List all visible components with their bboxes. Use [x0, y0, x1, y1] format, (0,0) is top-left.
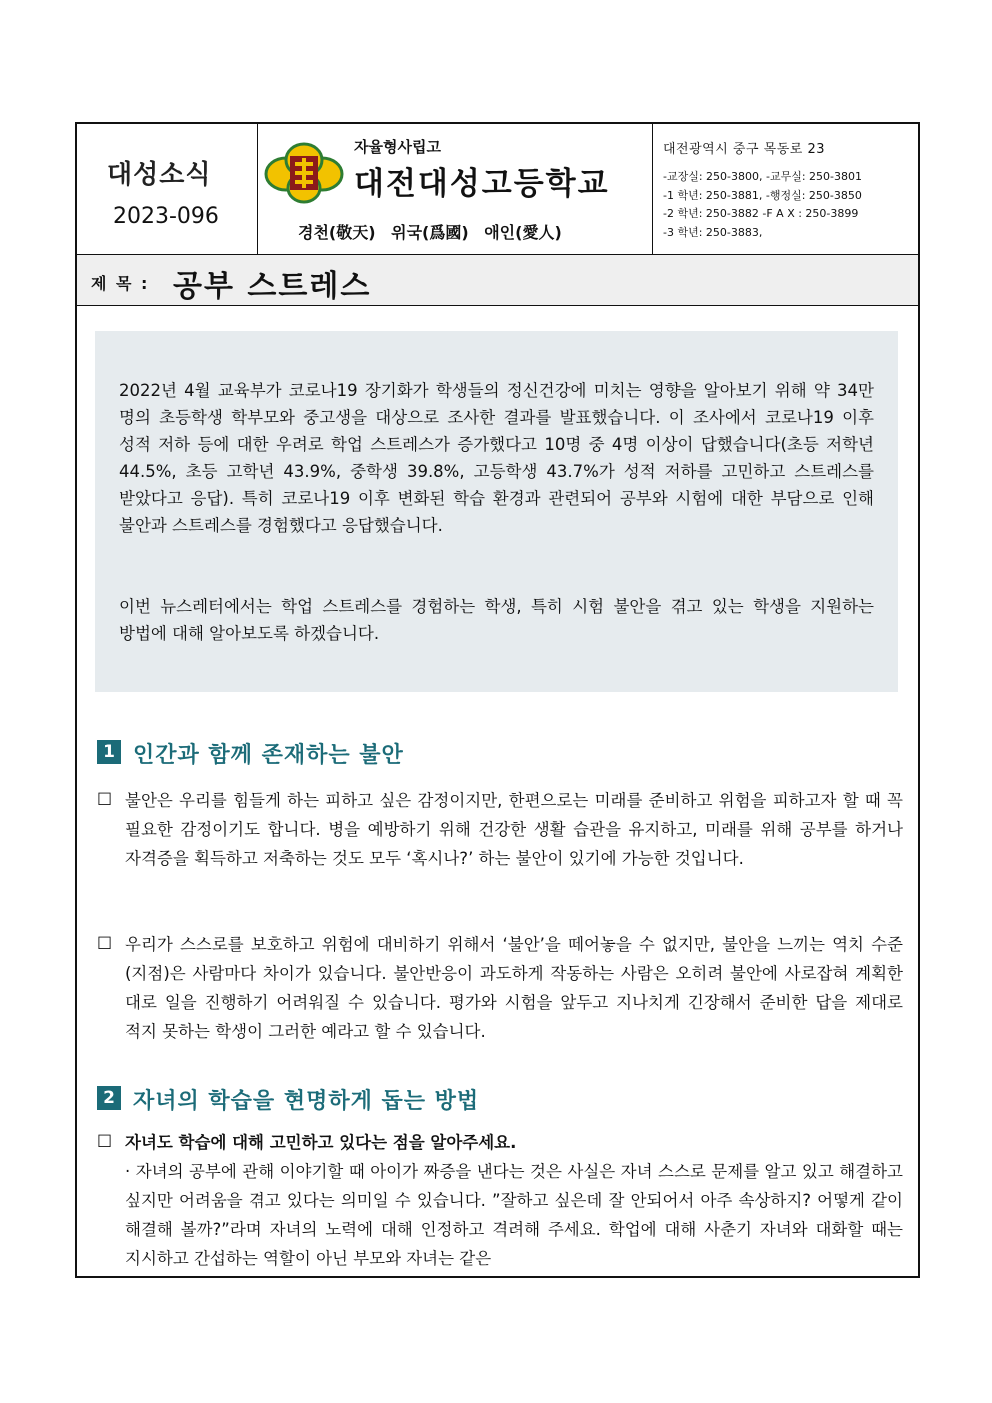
contact-cell [653, 124, 918, 254]
intro-paragraph: 이번 뉴스레터에서는 학업 스트레스를 경험하는 학생, 특히 시험 불안을 겪고 있는 학생을 지원하는 방법에 대해 알아보도록 하겠습니다. [119, 597, 874, 643]
list-item [97, 1128, 903, 1273]
section-number-badge: 2 [97, 1086, 121, 1110]
school-cell [258, 124, 653, 254]
school-logo-icon [264, 138, 344, 206]
item-text: 우리가 스스로를 보호하고 위험에 대비하기 위해서 ‘불안’을 떼어놓을 수 없지만, 불안을 느끼는 역치 수준(지점)은 사람마다 차이가 있습니다. 불안반응이 과도하게 작동하는 사람은 오히려 불안에 사로잡혀 계획한 대로 일을 진행하기 어려워질 수 있습니다. 평가와 시험을 앞두고 지나치게 긴장해서 준비한 답을 제대로 적지 못하는 학생이 그러한 예라고 할 수 있습니다. [125, 935, 903, 1041]
item-text: · 자녀의 공부에 관해 이야기할 때 아이가 짜증을 낸다는 것은 사실은 자녀 스스로 문제를 알고 있고 해결하고 싶지만 어려움을 겪고 있다는 의미일 수 있습니다. ”잘하고 싶은데 잘 안되어서 아주 속상하지? 어떻게 같이 해결해 볼까?”라며 자녀의 노력에 대해 인정하고 격려해 주세요. 학업에 대해 사춘기 자녀와 대화할 때는 지시하고 간섭하는 역할이 아닌 부모와 자녀는 같은 [125, 1162, 903, 1268]
title-bar [77, 254, 918, 306]
header [77, 124, 918, 254]
school-motto: 경천(敬天) 위국(爲國) 애인(愛人) [298, 223, 562, 242]
section-number-badge: 1 [97, 740, 121, 764]
school-address: 대전광역시 중구 목동로 23 [663, 142, 826, 157]
phone-line: -1 학년: 250-3881, -행정실: 250-3850 [663, 188, 862, 202]
item-text: 불안은 우리를 힘들게 하는 피하고 싶은 감정이지만, 한편으로는 미래를 준비하고 위험을 피하고자 할 때 꼭 필요한 감정이기도 합니다. 병을 예방하기 위해 건강한 생활 습관을 유지하고, 미래를 위해 공부를 하거나 자격증을 획득하고 저축하는 것도 모두 ‘혹시나?’ 하는 불안이 있기에 가능한 것입니다. [125, 791, 903, 868]
phone-line: -2 학년: 250-3882 -F A X : 250-3899 [663, 207, 859, 220]
checkbox-bullet-icon: □ [97, 932, 113, 951]
intro-paragraph: 2022년 4월 교육부가 코로나19 장기화가 학생들의 정신건강에 미치는 영향을 알아보기 위해 약 34만 명의 초등학생 학부모와 중고생을 대상으로 조사한 결과를 발표했습니다. 이 조사에서 코로나19 이후 성적 저하 등에 대한 우려로 학업 스트레스가 증가했다고 10명 중 4명 이상이 답했습니다(초등 저학년 44.5%, 초등 고학년 43.9%, 중학생 39.8%, 고등학생 43.7%가 성적 저하를 고민하고 스트레스를 받았다고 응답). 특히 코로나19 이후 변화된 학습 환경과 관련되어 공부와 시험에 대한 부담으로 인해 불안과 스트레스를 경험했다고 응답했습니다. [119, 381, 874, 535]
title-label: 제 목 : [91, 274, 150, 293]
newsletter-name: 대성소식 [107, 160, 212, 190]
phone-list [663, 168, 862, 242]
page-title: 공부 스트레스 [173, 269, 372, 304]
checkbox-bullet-icon: □ [97, 788, 113, 807]
school-type: 자율형사립고 [354, 138, 441, 156]
phone-line: -3 학년: 250-3883, [663, 225, 763, 239]
list-item [97, 930, 903, 1046]
item-heading: 자녀도 학습에 대해 고민하고 있다는 점을 알아주세요. [125, 1133, 517, 1152]
issue-number: 2023-096 [113, 204, 219, 229]
school-name: 대전대성고등학교 [354, 166, 610, 202]
section-title: 자녀의 학습을 현명하게 돕는 방법 [133, 1089, 480, 1114]
intro-box [95, 331, 898, 692]
phone-line: -교장실: 250-3800, -교무실: 250-3801 [663, 170, 863, 183]
newsletter-page [75, 122, 920, 1278]
section-title: 인간과 함께 존재하는 불안 [133, 743, 404, 768]
checkbox-bullet-icon: □ [97, 1130, 113, 1149]
list-item [97, 786, 903, 873]
newsletter-id-cell [77, 124, 258, 254]
